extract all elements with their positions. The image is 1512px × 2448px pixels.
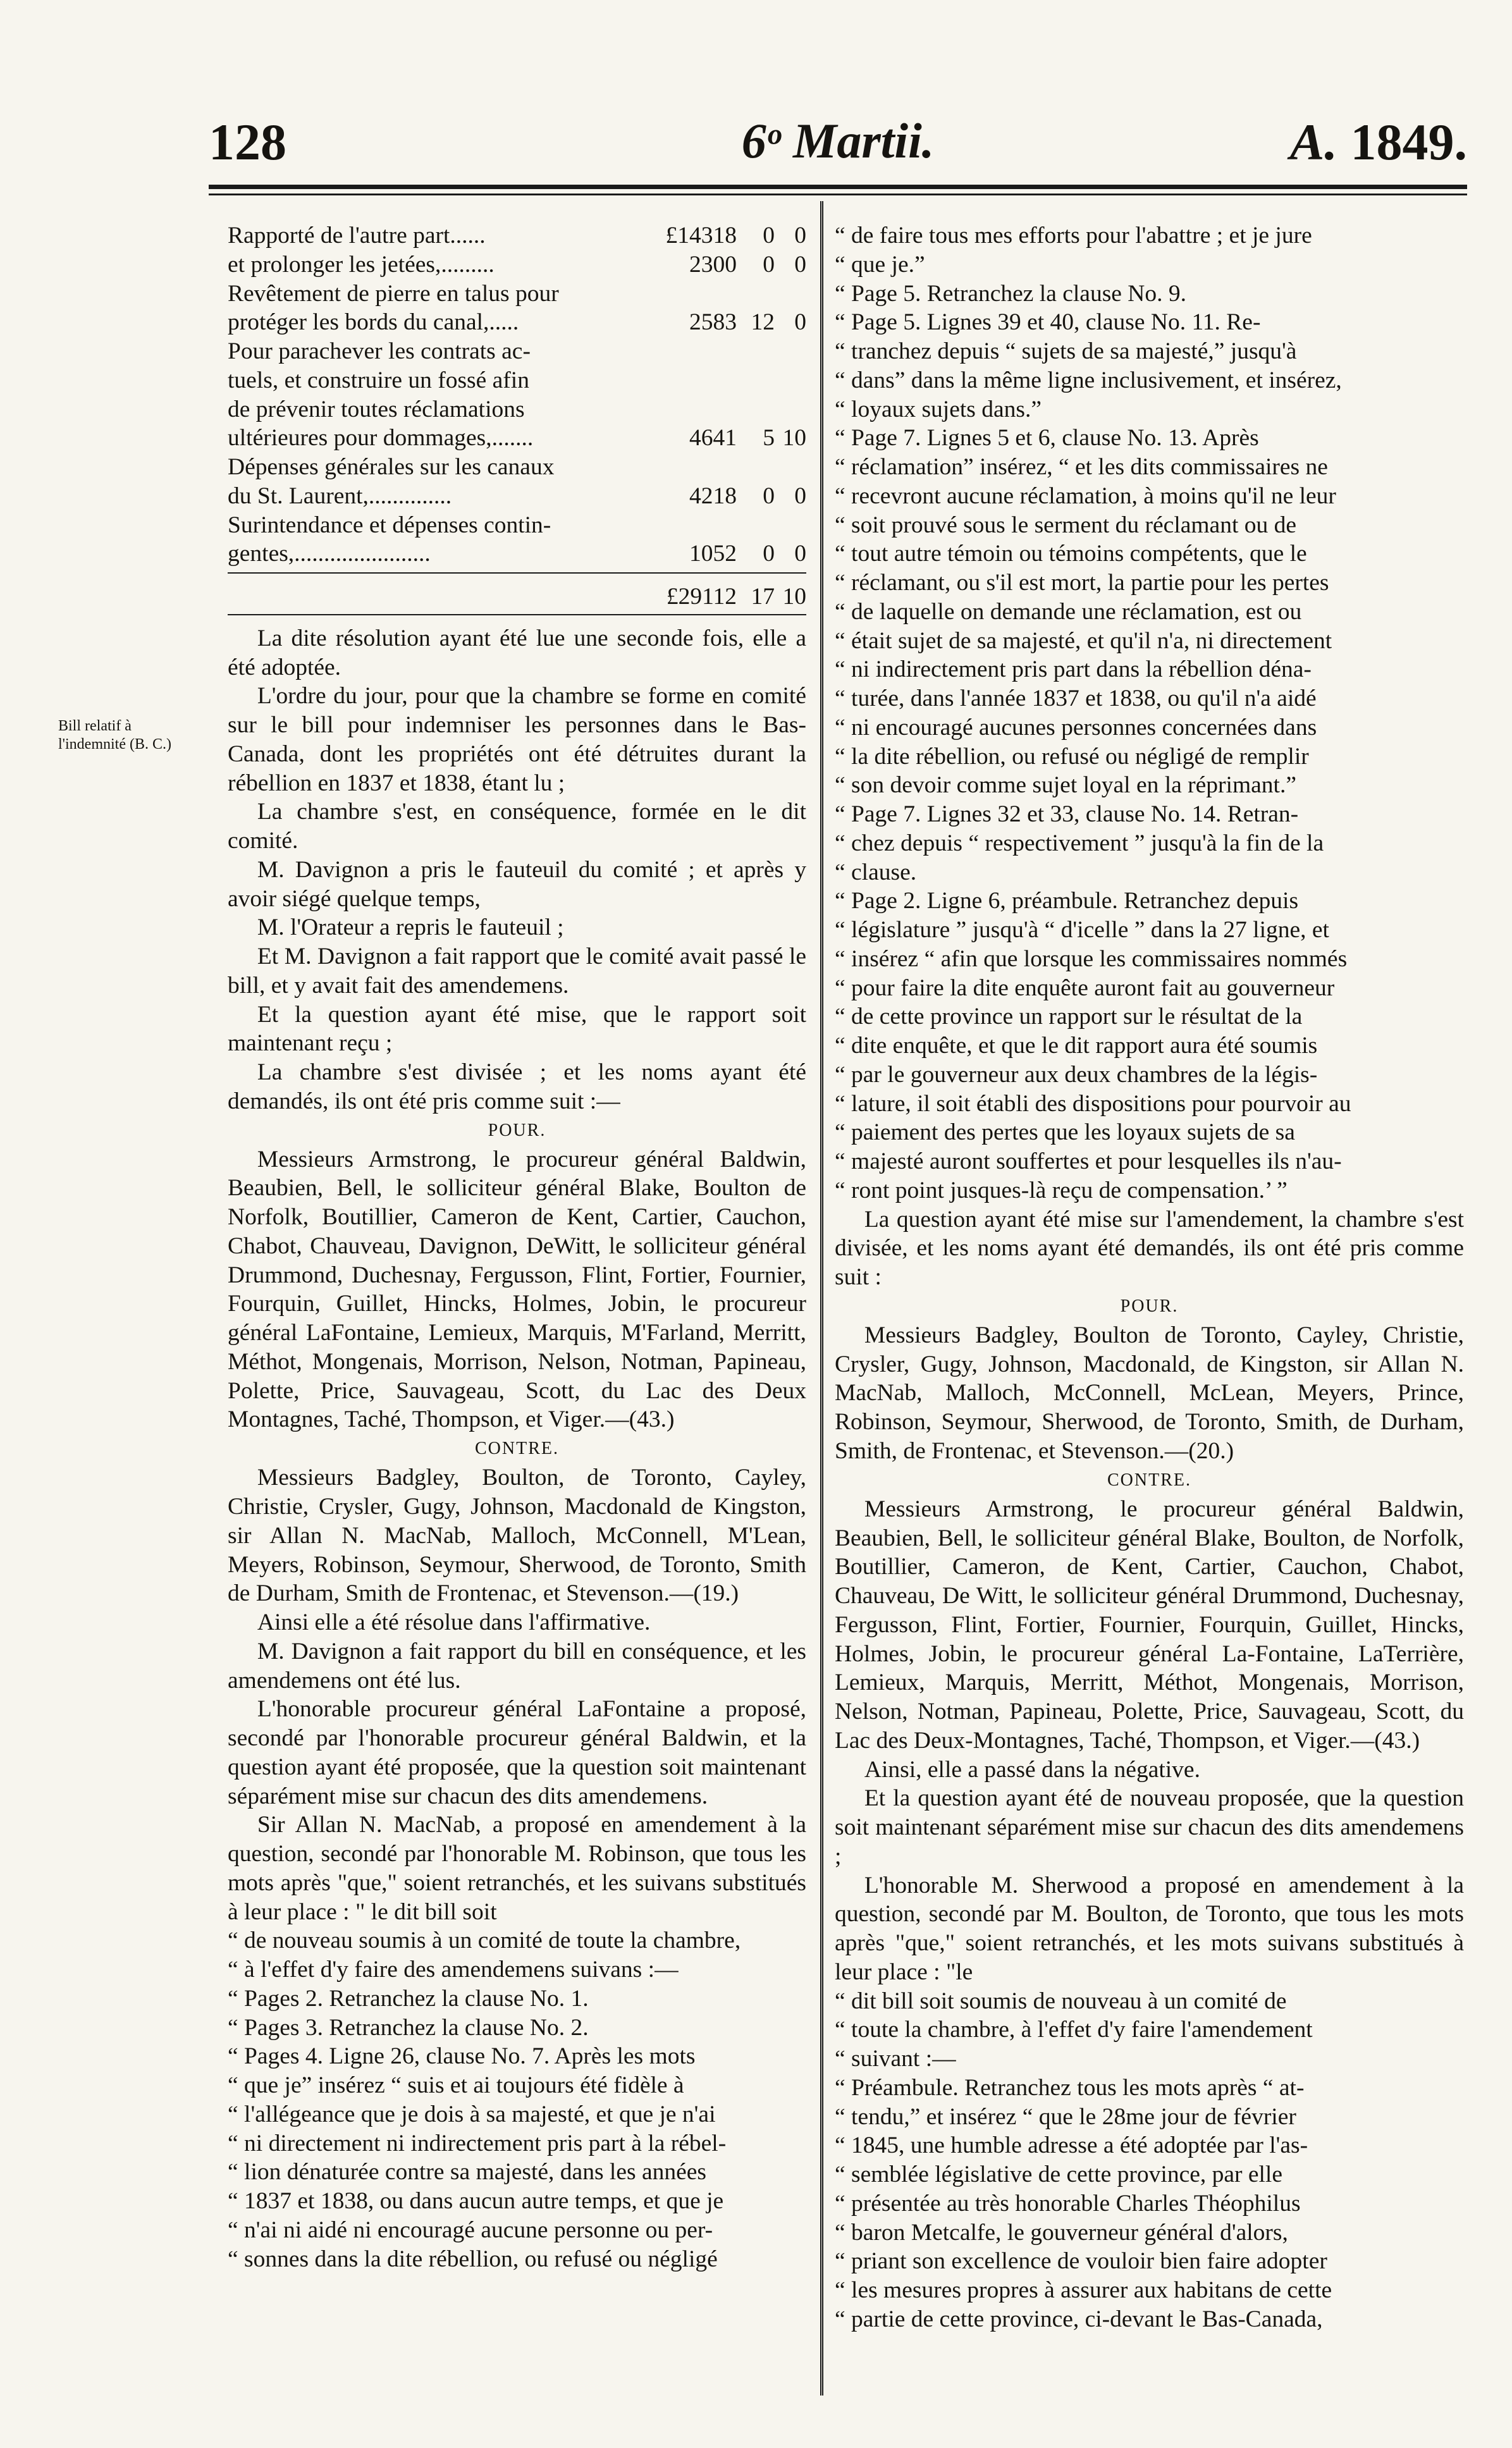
account-row [228,221,806,250]
paragraph: La dite résolution ayant été lue une seconde fois, elle a été adoptée. [228,625,806,680]
quote-line: “ 1845, une humble adresse a été adoptée par l'as- [835,2132,1308,2159]
account-desc: de prévenir toutes réclamations [228,396,525,422]
accounts-rule-bottom [228,614,806,615]
quote-line: “ lion dénaturée contre sa majesté, dans les années [228,2159,706,2186]
page-year [1290,113,1467,172]
account-pence [775,280,806,309]
page-number: 128 [209,113,286,171]
quote-line: “ réclamant, ou s'il est mort, la partie pour les pertes [835,570,1329,596]
paragraph: M. l'Orateur a repris le fauteuil ; [257,914,564,941]
quote-line: “ Page 5. Lignes 39 et 40, clause No. 11. Re- [835,309,1261,336]
quote-line: “ majesté auront souffertes et pour lesquelles ils n'au- [835,1148,1342,1174]
vote-list-contre: Messieurs Armstrong, le procureur général Baldwin, Beaubien, Bell, le solliciteur général Blake, Boulton, de Norfolk, Boutillier, Cameron, de Kent, Cartier, Cauchon, Chabot, Chauveau, De Witt, le solliciteur général Drummond, Duchesnay, Fergusson, Flint, Fortier, Fournier, Fourquin, Guillet, Hincks, Holmes, Jobin, le procureur général La-Fontaine, LaTerrière, Lemieux, Marquis, Merritt, Méthot, Mongenais, Morrison, Nelson, Notman, Papineau, Polette, Price, Sauvageau, Scott, du Lac des Deux-Montagnes, Taché, Thompson, et Viger.—(43.) [835,1496,1464,1754]
quote-line: “ dans” dans la même ligne inclusivement, et insérez, [835,367,1342,393]
quote-line: “ soit prouvé sous le serment du réclamant ou de [835,512,1297,538]
paragraph: La chambre s'est, en conséquence, formée en le dit comité. [228,799,806,854]
year-value: 1849. [1350,113,1467,171]
quote-line: “ tranchez depuis “ sujets de sa majesté,” jusqu'à [835,338,1297,364]
quote-line: “ ni indirectement pris part dans la rébellion déna- [835,656,1312,683]
account-shillings: 0 [763,251,775,278]
account-pounds: 4641 [689,425,737,452]
account-desc: ultérieures pour dommages,....... [228,425,534,452]
paragraph: L'ordre du jour, pour que la chambre se forme en comité sur le bill pour indemniser les personnes dans le Bas-Canada, dont les propriétés ont été détruites durant la rébellion en 1837 et 1838, étant lu ; [228,683,806,796]
account-row [228,424,806,453]
account-desc: tuels, et construire un fossé afin [228,367,529,393]
quote-line: “ semblée législative de cette province, par elle [835,2162,1282,2188]
quote-line: “ dit bill soit soumis de nouveau à un comité de [835,1988,1287,2014]
quote-line: “ de cette province un rapport sur le résultat de la [835,1004,1303,1030]
account-desc: gentes,....................... [228,541,431,567]
account-desc: et prolonger les jetées,......... [228,251,495,278]
quote-line: “ loyaux sujets dans.” [835,396,1042,422]
quote-line: “ Page 7. Lignes 5 et 6, clause No. 13. Après [835,425,1259,452]
account-row [228,250,806,280]
account-shillings [737,511,775,540]
quote-line: “ tendu,” et insérez “ que le 28me jour de février [835,2103,1296,2130]
account-pence: 0 [794,483,806,509]
account-desc: Dépenses générales sur les canaux [228,454,555,480]
account-row [228,453,806,482]
quote-line: “ chez depuis “ respectivement ” jusqu'à la fin de la [835,830,1324,856]
header-rule-thick [209,185,1467,189]
account-row [228,366,806,395]
paragraph: Et M. Davignon a fait rapport que le comité avait passé le bill, et y avait fait des amendemens. [228,944,806,999]
quote-line: “ la dite rébellion, ou refusé ou négligé de remplir [835,743,1309,770]
account-pence: 0 [794,223,806,249]
quote-line: “ son devoir comme sujet loyal en la réprimant.” [835,772,1296,799]
accounts-total-table [228,576,806,612]
quote-line: “ de nouveau soumis à un comité de toute la chambre, [228,1928,741,1954]
quote-line: “ baron Metcalfe, le gouverneur général d'alors, [835,2219,1288,2246]
quote-line: “ lature, il soit établi des dispositions pour pourvoir au [835,1090,1351,1117]
account-pence [775,453,806,482]
page-header [209,113,1467,169]
total-pence: 10 [782,584,806,610]
quote-line: “ à l'effet d'y faire des amendemens suivans :— [228,1957,679,1983]
accounts-rule [228,572,806,574]
quote-line: “ l'allégeance que je dois à sa majesté, et que je n'ai [228,2101,716,2127]
quote-line: “ 1837 et 1838, ou dans aucun autre temps, et que je [228,2188,724,2215]
quote-line: “ de faire tous mes efforts pour l'abattre ; et je jure [835,223,1312,249]
account-pounds [642,453,737,482]
account-row [228,337,806,366]
quote-line: “ dite enquête, et que le dit rapport aura été soumis [835,1033,1318,1059]
vote-heading-pour: POUR. [1120,1296,1179,1316]
paragraph: Ainsi elle a été résolue dans l'affirmative. [257,1609,651,1636]
quote-line: “ ni encouragé aucunes personnes concernées dans [835,714,1317,741]
quote-line: “ paiement des pertes que les loyaux sujets de sa [835,1119,1295,1146]
quote-line: “ était sujet de sa majesté, et qu'il n'a, ni directement [835,627,1332,654]
quote-line: “ réclamation” insérez, “ et les dits commissaires ne [835,454,1328,480]
account-shillings: 0 [763,223,775,249]
quote-line: “ que je” insérez “ suis et ai toujours été fidèle à [228,2072,684,2099]
paragraph: L'honorable M. Sherwood a proposé en amendement à la question, secondé par M. Boulton, de Toronto, que tous les mots après "que," soient retranchés, et les mots suivans substitués à leur place : "le [835,1872,1464,1985]
account-desc: Surintendance et dépenses contin- [228,512,551,538]
account-shillings [737,280,775,309]
quote-line: “ pour faire la dite enquête auront fait au gouverneur [835,975,1335,1001]
quote-line: “ insérez “ afin que lorsque les commissaires nommés [835,945,1348,972]
account-pence [775,337,806,366]
paragraph: M. Davignon a fait rapport du bill en conséquence, et les amendemens ont été lus. [228,1638,806,1694]
paragraph: Ainsi, elle a passé dans la négative. [864,1756,1200,1783]
account-pence: 10 [782,425,806,452]
right-column [835,221,1464,2334]
account-row [228,511,806,540]
account-desc: protéger les bords du canal,..... [228,309,519,336]
quote-line: “ turée, dans l'année 1837 et 1838, ou qu'il n'a aidé [835,686,1317,711]
paragraph: Et la question ayant été de nouveau proposée, que la question soit maintenant séparément mise sur chacun des dits amendemens ; [835,1785,1464,1869]
quote-line: “ Page 5. Retranchez la clause No. 9. [835,280,1187,307]
account-pounds: 4218 [689,483,737,509]
paragraph: La question ayant été mise sur l'amendement, la chambre s'est divisée, et les noms ayant été demandés, ils ont été pris comme suit : [835,1206,1464,1290]
vote-list-pour: Messieurs Badgley, Boulton de Toronto, Cayley, Christie, Crysler, Gugy, Johnson, Macdonald, de Kingston, sir Allan N. MacNab, Malloch, McConnell, McLean, Meyers, Prince, Robinson, Seymour, Sherwood, de Toronto, Smith, de Durham, Smith, de Frontenac, et Stevenson.—(20.) [835,1322,1464,1464]
quote-line: “ priant son excellence de vouloir bien faire adopter [835,2248,1327,2275]
account-pounds: 2583 [689,309,737,336]
account-shillings [737,337,775,366]
quote-line: “ législature ” jusqu'à “ d'icelle ” dans la 27 ligne, et [835,917,1329,943]
account-row [228,395,806,424]
account-row [228,539,806,569]
account-shillings [737,453,775,482]
account-pence: 0 [794,541,806,567]
page-date: 6ᵒ Martii. [741,113,935,168]
quoted-amendment [835,221,1464,1205]
account-desc: Revêtement de pierre en talus pour [228,280,559,307]
vote-heading-pour: POUR. [488,1120,546,1140]
header-rule-thin [209,194,1467,195]
quote-line: “ Page 7. Lignes 32 et 33, clause No. 14. Retran- [835,801,1299,827]
account-pounds: 2300 [689,251,737,278]
vote-list-contre: Messieurs Badgley, Boulton, de Toronto, Cayley, Christie, Crysler, Gugy, Johnson, Macdonald de Kingston, sir Allan N. MacNab, Malloch, McConnell, M'Lean, Meyers, Robinson, Seymour, Sherwood, de Toronto, Smith de Durham, Smith de Frontenac, et Stevenson.—(19.) [228,1465,806,1607]
account-pounds [642,366,737,395]
account-shillings: 0 [763,541,775,567]
left-column [228,221,806,2273]
account-pence: 0 [794,309,806,336]
quote-line: “ ni directement ni indirectement pris part à la rébel- [228,2130,727,2156]
quote-line: “ partie de cette province, ci-devant le Bas-Canada, [835,2306,1323,2332]
quote-line: “ tout autre témoin ou témoins compétents, que le [835,541,1307,567]
account-shillings [737,366,775,395]
account-pence [775,511,806,540]
account-pounds [642,395,737,424]
total-shillings: 17 [751,584,775,610]
quote-line: “ de laquelle on demande une réclamation, est ou [835,598,1302,625]
account-shillings: 5 [763,425,775,452]
margin-note: Bill relatif à l'indemnité (B. C.) [58,718,171,753]
account-shillings: 12 [751,309,775,336]
account-pence [775,395,806,424]
quote-line: “ sonnes dans la dite rébellion, ou refusé ou négligé [228,2246,718,2272]
account-desc: Pour parachever les contrats ac- [228,338,531,364]
account-shillings: 0 [763,483,775,509]
quoted-amendment [835,1987,1464,2334]
quote-line: “ clause. [835,859,917,885]
paragraph: Sir Allan N. MacNab, a proposé en amendement à la question, secondé par l'honorable M. Robinson, que tous les mots après "que," soient retranchés, et les suivans substitués à leur place : " le dit bill soit [228,1812,806,1925]
paragraph: L'honorable procureur général LaFontaine a proposé, secondé par l'honorable procureur général Baldwin, et la question ayant été proposée, que la question soit maintenant séparément mise sur chacun des dits amendemens. [228,1696,806,1809]
quote-line: “ recevront aucune réclamation, à moins qu'il ne leur [835,483,1336,509]
account-desc: du St. Laurent,.............. [228,483,452,509]
account-shillings [737,395,775,424]
quote-line: “ les mesures propres à assurer aux habitans de cette [835,2277,1332,2304]
vote-heading-contre: CONTRE. [475,1439,559,1459]
paragraph: Et la question ayant été mise, que le rapport soit maintenant reçu ; [228,1001,806,1057]
accounts-total-row [228,576,806,612]
vote-list-pour: Messieurs Armstrong, le procureur général Baldwin, Beaubien, Bell, le solliciteur général Blake, Boulton de Norfolk, Boutillier, Cameron de Kent, Cartier, Cauchon, Chabot, Chauveau, Davignon, DeWitt, le solliciteur général Drummond, Duchesnay, Fergusson, Flint, Fortier, Fournier, Fourquin, Guillet, Hincks, Holmes, Jobin, le procureur général LaFontaine, Lemieux, Marquis, M'Farland, Merritt, Méthot, Mongenais, Morrison, Nelson, Notman, Papineau, Polette, Price, Sauvageau, Scott, du Lac des Deux Montagnes, Taché, Thompson, et Viger.—(43.) [228,1146,806,1433]
account-pence [775,366,806,395]
quote-line: “ toute la chambre, à l'effet d'y faire l'amendement [835,2017,1313,2043]
quote-line: “ n'ai ni aidé ni encouragé aucune personne ou per- [228,2217,713,2243]
accounts-table [228,221,806,569]
quote-line: “ Pages 4. Ligne 26, clause No. 7. Après les mots [228,2043,696,2070]
quote-line: “ suivant :— [835,2046,956,2072]
paragraph: M. Davignon a pris le fauteuil du comité ; et après y avoir siégé quelque temps, [228,856,806,912]
quote-line: “ Pages 3. Retranchez la clause No. 2. [228,2014,589,2041]
account-desc: Rapporté de l'autre part...... [228,223,486,249]
year-prefix: A. [1289,113,1337,171]
account-pounds [642,511,737,540]
vote-heading-contre: CONTRE. [1107,1470,1191,1490]
quote-line: “ Page 2. Ligne 6, préambule. Retranchez depuis [835,888,1299,914]
quote-line: “ Préambule. Retranchez tous les mots après “ at- [835,2074,1305,2101]
quote-line: “ Pages 2. Retranchez la clause No. 1. [228,1985,589,2012]
account-pounds [642,337,737,366]
column-divider [820,201,823,2396]
account-pounds [642,280,737,309]
quote-line: “ présentée au très honorable Charles Théophilus [835,2190,1301,2217]
quoted-amendment [228,1926,806,2273]
quote-line: “ ront point jusques-là reçu de compensation.’ ” [835,1177,1288,1203]
account-pence: 0 [794,251,806,278]
quote-line: “ par le gouverneur aux deux chambres de la légis- [835,1061,1318,1088]
account-pounds: £14318 [665,223,737,249]
account-row [228,280,806,309]
account-row [228,308,806,337]
total-pounds: £29112 [666,584,737,610]
quote-line: “ que je.” [835,251,925,278]
account-pounds: 1052 [689,541,737,567]
account-row [228,482,806,511]
paragraph: La chambre s'est divisée ; et les noms ayant été demandés, ils ont été pris comme suit :— [228,1059,806,1114]
